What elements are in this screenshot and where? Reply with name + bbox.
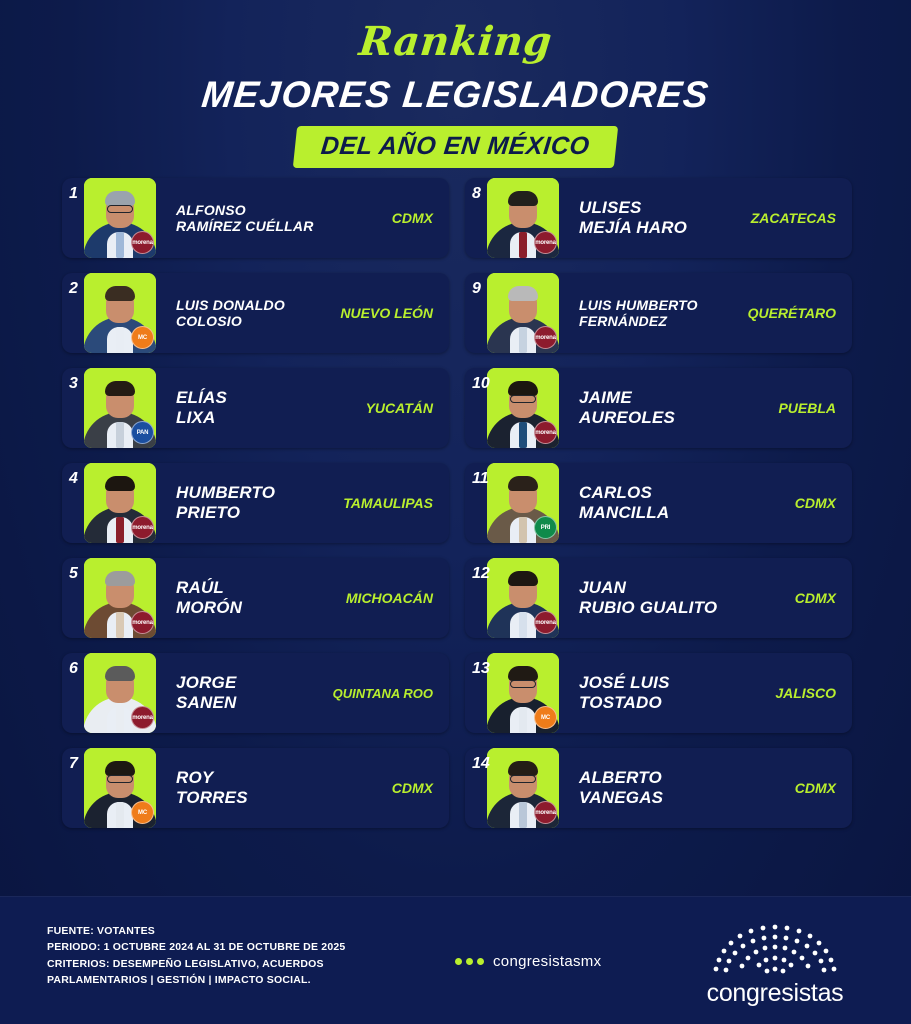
ranking-card[interactable] — [62, 368, 449, 448]
party-logo-icon: MC — [131, 801, 154, 824]
rank-number: 14 — [472, 755, 490, 772]
legislator-name-line1: ROY — [176, 768, 214, 788]
portrait-tie — [116, 517, 124, 543]
ranking-card[interactable] — [465, 653, 852, 733]
ranking-card[interactable] — [465, 273, 852, 353]
rank-number: 4 — [69, 470, 78, 487]
legislator-name — [176, 483, 343, 522]
portrait-glasses-icon — [510, 775, 536, 783]
legislator-name-line1: RAÚL — [176, 578, 225, 598]
legislator-name — [176, 388, 366, 427]
party-logo-icon: morena — [131, 231, 154, 254]
legislator-name — [176, 202, 392, 234]
portrait-tie — [116, 707, 124, 733]
legislator-state: CDMX — [391, 780, 433, 796]
legislator-name — [579, 673, 775, 712]
page-title: MEJORES LEGISLADORES — [199, 74, 712, 115]
portrait-glasses-icon — [510, 395, 536, 403]
rank-number: 9 — [472, 280, 481, 297]
legislator-portrait — [487, 653, 559, 733]
footer-criteria-1: CRITERIOS: DESEMPEÑO LEGISLATIVO, ACUERDOS — [47, 957, 324, 970]
legislator-name-line1: JOSÉ LUIS — [579, 673, 670, 693]
party-logo-icon: MC — [534, 706, 557, 729]
rank-number: 2 — [69, 280, 78, 297]
portrait-hair — [508, 381, 538, 396]
footer-criteria-2: PARLAMENTARIOS | GESTIÓN | IMPACTO SOCIAL. — [47, 973, 311, 986]
ranking-card[interactable] — [465, 178, 852, 258]
legislator-state: NUEVO LEÓN — [340, 305, 433, 321]
portrait-tie — [116, 232, 124, 258]
rank-number: 6 — [69, 660, 78, 677]
legislator-name-line1: JAIME — [579, 388, 632, 408]
footer-credits — [47, 923, 345, 988]
ranking-card[interactable] — [62, 178, 449, 258]
portrait-tie — [519, 612, 527, 638]
portrait-tie — [116, 612, 124, 638]
ranking-column-right — [465, 178, 852, 828]
footer-source: FUENTE: VOTANTES — [47, 925, 156, 937]
portrait-tie — [519, 802, 527, 828]
legislator-portrait — [487, 178, 559, 258]
ranking-script-title: Ranking — [356, 18, 555, 65]
portrait-glasses-icon — [107, 205, 133, 213]
legislator-name — [579, 768, 795, 807]
legislator-state: CDMX — [794, 780, 836, 796]
rank-number: 5 — [69, 565, 78, 582]
legislator-name — [579, 483, 795, 522]
portrait-hair — [105, 571, 135, 586]
ranking-card[interactable] — [465, 558, 852, 638]
portrait-tie — [116, 327, 124, 353]
legislator-state: YUCATÁN — [365, 400, 433, 416]
party-logo-icon: morena — [534, 326, 557, 349]
legislator-name-line2: MANCILLA — [579, 503, 670, 522]
ranking-card[interactable] — [62, 748, 449, 828]
legislator-state: QUERÉTARO — [747, 305, 836, 321]
legislator-state: CDMX — [794, 590, 836, 606]
portrait-hair — [105, 381, 135, 396]
legislator-state: CDMX — [391, 210, 433, 226]
rank-number: 11 — [472, 470, 489, 487]
portrait-tie — [116, 422, 124, 448]
portrait-hair — [105, 761, 135, 776]
legislator-name — [579, 578, 795, 617]
legislator-portrait — [84, 178, 156, 258]
legislator-portrait — [84, 748, 156, 828]
legislator-state: TAMAULIPAS — [343, 495, 433, 511]
party-logo-icon: PAN — [131, 421, 154, 444]
portrait-tie — [519, 422, 527, 448]
page-subtitle: DEL AÑO EN MÉXICO — [319, 132, 592, 160]
legislator-state: PUEBLA — [778, 400, 836, 416]
ranking-card[interactable] — [62, 653, 449, 733]
legislator-name — [579, 388, 778, 427]
portrait-tie — [519, 232, 527, 258]
legislator-name-line1: LUIS HUMBERTO — [579, 296, 698, 313]
ranking-card[interactable] — [465, 748, 852, 828]
party-logo-icon: morena — [131, 706, 154, 729]
rank-number: 13 — [472, 660, 490, 677]
portrait-tie — [519, 707, 527, 733]
legislator-name-line2: MEJÍA HARO — [579, 218, 688, 237]
legislator-portrait — [84, 463, 156, 543]
legislator-name-line1: JORGE — [176, 673, 237, 693]
portrait-hair — [508, 286, 538, 301]
social-handle[interactable] — [455, 953, 601, 970]
legislator-name-line2: COLOSIO — [176, 313, 242, 329]
portrait-hair — [105, 286, 135, 301]
legislator-name-line2: MORÓN — [176, 598, 243, 617]
legislator-name-line2: RAMÍREZ CUÉLLAR — [176, 218, 314, 234]
party-logo-icon: morena — [131, 516, 154, 539]
subtitle-banner — [0, 126, 911, 168]
portrait-glasses-icon — [107, 775, 133, 783]
legislator-state: CDMX — [794, 495, 836, 511]
legislator-state: QUINTANA ROO — [332, 685, 433, 701]
rank-number: 10 — [472, 375, 490, 392]
ranking-card[interactable] — [465, 368, 852, 448]
handle-text: congresistasmx — [493, 953, 602, 970]
legislator-portrait — [487, 748, 559, 828]
legislator-name-line1: ELÍAS — [176, 388, 228, 408]
page-footer — [0, 896, 911, 1024]
party-logo-icon: morena — [534, 801, 557, 824]
legislator-state: JALISCO — [775, 685, 836, 701]
legislator-name-line1: ALBERTO — [579, 768, 662, 788]
legislator-portrait — [487, 463, 559, 543]
legislator-name-line2: FERNÁNDEZ — [579, 313, 668, 329]
portrait-hair — [105, 191, 135, 206]
ranking-card[interactable] — [62, 273, 449, 353]
legislator-name-line2: PRIETO — [176, 503, 241, 522]
rank-number: 8 — [472, 185, 481, 202]
legislator-name — [176, 673, 333, 712]
legislator-name — [579, 198, 751, 237]
legislator-state: ZACATECAS — [750, 210, 836, 226]
page-header — [0, 0, 911, 168]
party-logo-icon: morena — [534, 421, 557, 444]
legislator-portrait — [84, 273, 156, 353]
portrait-hair — [508, 191, 538, 206]
legislator-name-line1: LUIS DONALDO — [176, 296, 285, 313]
portrait-tie — [519, 517, 527, 543]
legislator-portrait — [487, 558, 559, 638]
rank-number: 7 — [69, 755, 78, 772]
legislator-name — [176, 578, 346, 617]
legislator-name-line1: JUAN — [579, 578, 627, 598]
brand-name: congresistas — [706, 979, 844, 1007]
portrait-hair — [105, 476, 135, 491]
ranking-grid — [62, 178, 852, 828]
legislator-name-line1: ALFONSO — [176, 201, 246, 218]
party-logo-icon: PRI — [534, 516, 557, 539]
legislator-portrait — [84, 653, 156, 733]
legislator-name-line1: ULISES — [579, 198, 642, 218]
legislator-name-line2: TORRES — [176, 788, 248, 807]
ranking-card[interactable] — [62, 558, 449, 638]
party-logo-icon: morena — [534, 231, 557, 254]
portrait-glasses-icon — [510, 680, 536, 688]
legislator-name-line2: TOSTADO — [579, 693, 662, 712]
portrait-hair — [508, 476, 538, 491]
party-logo-icon: MC — [131, 326, 154, 349]
legislator-name-line1: CARLOS — [579, 483, 652, 503]
legislator-name — [176, 768, 392, 807]
legislator-name-line2: RUBIO GUALITO — [579, 598, 718, 617]
rank-number: 3 — [69, 375, 78, 392]
legislator-portrait — [84, 558, 156, 638]
portrait-hair — [105, 666, 135, 681]
footer-period: PERIODO: 1 OCTUBRE 2024 AL 31 DE OCTUBRE DE 2025 — [47, 941, 346, 954]
three-dots-icon — [455, 958, 484, 965]
dotted-arc-icon — [690, 919, 860, 975]
legislator-name-line2: VANEGAS — [579, 788, 664, 807]
party-logo-icon: morena — [131, 611, 154, 634]
portrait-hair — [508, 571, 538, 586]
portrait-tie — [519, 327, 527, 353]
portrait-tie — [116, 802, 124, 828]
legislator-name-line2: SANEN — [176, 693, 237, 712]
legislator-portrait — [84, 368, 156, 448]
rank-number: 1 — [69, 185, 78, 202]
rank-number: 12 — [472, 565, 490, 582]
legislator-portrait — [487, 273, 559, 353]
legislator-name-line1: HUMBERTO — [176, 483, 276, 503]
ranking-card[interactable] — [465, 463, 852, 543]
brand-logo — [685, 919, 865, 1008]
legislator-name — [579, 297, 748, 329]
ranking-card[interactable] — [62, 463, 449, 543]
portrait-hair — [508, 761, 538, 776]
legislator-name — [176, 297, 340, 329]
portrait-hair — [508, 666, 538, 681]
legislator-portrait — [487, 368, 559, 448]
legislator-state: MICHOACÁN — [345, 590, 433, 606]
ranking-column-left — [62, 178, 449, 828]
party-logo-icon: morena — [534, 611, 557, 634]
legislator-name-line2: LIXA — [176, 408, 216, 427]
legislator-name-line2: AUREOLES — [579, 408, 676, 427]
